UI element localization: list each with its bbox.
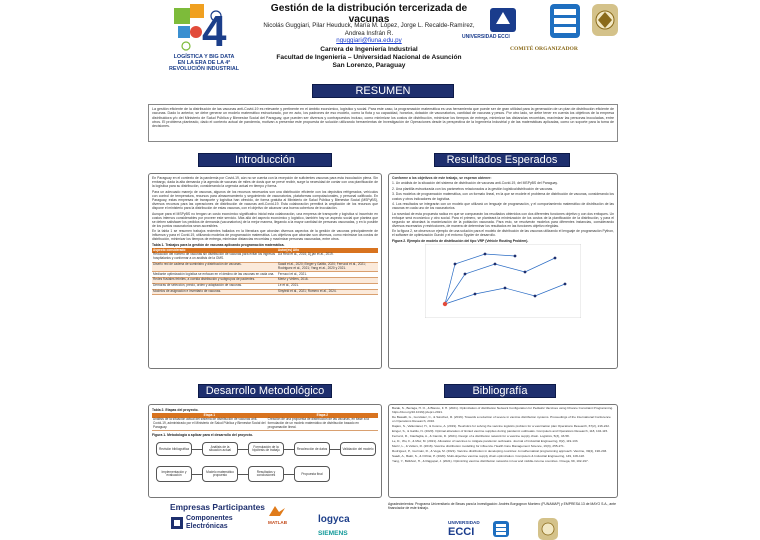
resultados-item: 4. Los resultados se integrarán con un modelo que utilizará un lenguaje de programación, y el comportamiento matemático de distribución de las vacunas en cada uno de los vacunatorios. xyxy=(392,202,614,211)
flow-arrow xyxy=(284,474,294,475)
header xyxy=(144,0,622,74)
reference-item: Dajaro, S., Vallentanel, H., & Cosme, A. (2019). Heuristics for solving the vaccine logistics problem for a vaccination plan Operations Research, 67(2), 216-222. xyxy=(392,423,610,428)
introduccion-panel xyxy=(148,173,382,369)
flow-arrow xyxy=(192,474,202,475)
bibliografia-panel xyxy=(388,404,618,498)
author-email-link[interactable]: nguggiari@fiuna.edu.py xyxy=(336,37,402,45)
table-2-header-stage-2: Etapa 2 xyxy=(267,413,378,418)
flow-step: Implementación y evaluación xyxy=(156,466,192,482)
table-2-caption: Tabla 2. Etapas del proyecto. xyxy=(152,408,199,412)
depot-node xyxy=(443,302,447,306)
table-1-header-authors: Autor(es) Año xyxy=(277,248,378,253)
flow-arrow xyxy=(284,449,294,450)
authors-line-2: Andrea Insfrán R. xyxy=(344,29,394,37)
table-cell: Modelos de asignación e inventario de vacunas. xyxy=(152,289,277,295)
table-1-caption: Tabla 1. Trabajos para la gestión de vacunas aplicando programación matemática. xyxy=(152,242,285,247)
matlab-logo-icon xyxy=(268,504,286,518)
reference-item: Einger, S., & Galtilo, N. (2020). Optimal allocation of limited vaccine supplies during pandemic outbreaks. Computers and Operations Research, 118, 104-115. xyxy=(392,428,609,433)
congress-4-logo-icon xyxy=(168,2,240,54)
flow-step: Formulación de la hipótesis de trabajo xyxy=(248,442,284,456)
poster xyxy=(144,0,622,540)
flow-step: Validación del modelo xyxy=(340,442,376,456)
reference-item: Le, D., Wu, F., & Miur, M. (2021). Allocation of vaccines to mitigate pandemic outbreaks. Journal of Industrial Engineering, 8(2), 119-133. xyxy=(392,438,579,443)
flow-step: Resultados y conclusiones xyxy=(248,466,284,482)
intro-paragraph-3: Aunque para el MSPyBS no tengan un costo económico significativo inicial esta colaboración, una empresa de transporte y logística si incurrirán en costos internos considerables por proveer este servicio. Más allá del aspecto económico y logístico, también hay un aspecto social que plantea que se deben satisfacer los pedidos de demanda (vacunatorios) de la mejor manera, llegando a la mayor cantidad de personas vacunadas, y en lo posible de los puntos vacunatorios sean accesibles. xyxy=(152,211,378,228)
vrp-route-figure xyxy=(425,244,581,318)
methodology-flowchart xyxy=(152,438,378,486)
table-cell: Ferrucci et al., 2021. xyxy=(277,272,378,278)
metodologia-title: Desarrollo Metodológico xyxy=(198,384,332,398)
intro-paragraph-2: Para un adecuado manejo de vacunas, algunos de los recursos necesarios son una distribución eficiente con los depósitos refrigerados, vehículos con control de temperatura, recursos para almacenamiento y seguimiento de vacunatorios, plataformas computacionales, y personal calificado. En Paraguay, estas empresas de transporte y logística han ofrecido, de forma gratuita al Ministerio de Salud Pública y Bienestar Social (MSPyBS), diversos recursos para las operaciones de distribución de vacunas anti-Covid-19. Esta colaboración permitirá la ampliación de los recursos que dispone el ministerio para la distribución de estas vacunas, con el objetivo de alcanzar una buena cobertura de inoculación. xyxy=(152,189,378,211)
reference-item: Saadi, A., Bakir, S., & Ozfirat, P. (2020). Multi-objective vaccine supply chain optimization. Computers & Industrial Engineering, 149, 106-118. xyxy=(392,454,585,459)
introduccion-text xyxy=(152,176,378,242)
reference-item: Rodríguez, P., Guzmán, R., & Vega, M. (2021). Vaccine distribution in developing countries: A mathematical programming approach. Vaccine, 39(2), 190-203. xyxy=(392,449,608,454)
reference-item: Yang, Y., Bidkhori, H., & Rajgopal, J. (2021). Optimizing vaccine distribution networks in low and middle-income countries. Omega, 99, 102-197. xyxy=(392,459,589,464)
bottom-ecci-emblem-icon xyxy=(492,520,510,538)
institution xyxy=(256,46,482,69)
table-cell: Reducción del número de vacunas sin distribución de vacunas para evitar los ingresos hospitalarios y conformar a un análisis de la OMS. xyxy=(153,252,276,261)
logo-caption-line-1: LOGÍSTICA Y BIG DATA xyxy=(173,54,235,60)
componentes-chip-icon xyxy=(170,516,184,530)
sponsor-siemens: SIEMENS xyxy=(318,530,348,537)
bottom-ecci-label: ECCI xyxy=(448,526,475,538)
table-cell: Análisis de la situación actual del sistema de distribución de vacunas anti-Covid-19, administrado por el Ministerio de Salud Pública y Bienestar Social del Paraguay. xyxy=(153,417,266,430)
reference-item: De Basaldi, G., González, C., & Sánchez, R. (2016). Towards a reduction of severe in vaccine distribution systems. Proceedings of the International Conference on Operations Research, 2016. xyxy=(392,414,611,423)
svg-text:4: 4 xyxy=(202,7,227,54)
institution-line-2: Facultad de Ingeniería – Universidad Nacional de Asunción xyxy=(276,53,462,61)
resultados-paragraph-2: En la figura 2, se observa un ejemplo de una solución para el modelo de distribución de las vacunas utilizando el lenguaje de programación Python, el software de optimización Gurobi y el entorno Spyder de desarrollo. xyxy=(392,229,614,238)
flow-arrow xyxy=(238,449,248,450)
congress-logo-caption xyxy=(148,54,260,72)
institution-line-3: San Lorenzo, Paraguay xyxy=(332,61,406,69)
logo-caption-line-2: EN LA ERA DE LA 4ª xyxy=(177,60,231,66)
sponsor-name-electronicas: Electrónicas xyxy=(186,523,228,530)
table-cell: Mertz y Vellers, 2016. xyxy=(277,277,378,283)
flow-step: Análisis de la situación actual xyxy=(202,442,238,456)
congress-logo xyxy=(148,2,260,74)
intro-paragraph-4: En la tabla 1 se resumen trabajos recientes hallados en la literatura que abordan diversos aspectos de la gestión de vacunas principalmente de influenza y para el Covid-19, utilizando modelos de programación matemática. Los objetivos que abordan son diversos, como minimizar los costos de distribución, minimizar los tiempos de entrega, minimizar distancias recorridas y maximizar personas vacunadas, entre otros. xyxy=(152,229,378,242)
authors xyxy=(256,22,482,45)
bottom-logos xyxy=(388,518,620,540)
resultados-text xyxy=(392,176,614,238)
flow-step: Modelo matemático propuesto xyxy=(202,466,238,482)
poster-title: Gestión de la distribución tercerizada de vacunas xyxy=(270,3,468,25)
sponsor-name-componentes: Componentes xyxy=(186,515,233,522)
table-1-header-aspect: Aspecto considerado xyxy=(152,248,277,253)
intro-paragraph-1: En Paraguay en el contexto de la pandemia por Covid-19, aún no se cuenta con la recepción de suficientes vacunas para esta inoculación plena. Sin embargo, dada la alta demanda y la agenda de vacunas de miles de dosis que se prevé recibir, surge la necesidad de contar con una planificación de la logística para su distribución, considerando la urgencia actual en tiempo y forma. xyxy=(152,176,378,189)
flow-step: Propuesta final xyxy=(294,466,330,482)
resultados-item: 3. Dos modelos de programación matemática, con un formato lineal, en la que se modele el problema de distribución de vacunas, considerando los costos y otros indicadores de logística. xyxy=(392,192,614,201)
resultados-paragraph-1: La novedad de esta propuesta radica en que se compararán los resultados obtenidos con dos diferentes funciones objetivo y con dos enfoques. Un enfoque será económico y otro social. Para el primero, se planteará la minimización de los costos de la planificación de la distribución, y para el segundo se abordará la maximización de la población vacunada. Para esto, se resolverán modelos para diferentes instancias, considerando diversos escenarios y restricciones, de manera de determinar los resultados en las funciones objetivo elegidas. xyxy=(392,211,614,228)
table-2-header-stage-1: Etapa 1 xyxy=(152,413,267,418)
table-row xyxy=(152,289,378,295)
resultados-intro: Conforme a los objetivos de este trabajo, se esperan obtener: xyxy=(392,176,492,180)
bottom-una-seal-icon xyxy=(528,518,568,540)
table-1 xyxy=(152,248,378,295)
table-cell: Redes fluviales febriles, a corrida distribución y subgrupos de pacientes. xyxy=(152,277,277,283)
sponsor-logyca: logyca xyxy=(318,514,350,525)
table-cell: Demoras de selección, precio, orden y adaptación de vacunas. xyxy=(152,283,277,289)
table-row xyxy=(152,262,378,272)
flow-arrow xyxy=(238,474,248,475)
resultados-item: 2. Una plantilla estructurada con los parámetros relacionados a la gestión logística/distribución de vacunas. xyxy=(392,186,554,191)
flow-arrow xyxy=(330,449,340,450)
reference-item: Barak, S., Bezaga, H. O., & Blanco, F. H. (2021). Optimization of distribution Network Configuration for Pediatric Vaccines using Chance Constraint Programming. https://doi.org/10.1016/j.jclepro.2021. xyxy=(392,406,614,414)
table-row xyxy=(152,253,378,262)
reference-item: Mertz, L., & Vellers, R. (2016). Vaccine distribution modelling for influenza. Health Care Management Science, 19(3), 255-271. xyxy=(392,443,565,448)
resultados-title: Resultados Esperados xyxy=(434,153,570,167)
table-cell: Sinyfeld et al., 2021; Romero et al., 2024. xyxy=(277,289,378,295)
institution-line-1: Carrera de Ingeniería Industrial xyxy=(320,46,418,53)
ecci-university-name: UNIVERSIDAD ECCI xyxy=(462,34,510,40)
resumen-text: La gestión eficiente de la distribución de las vacunas anti-Covid-19 es relevante y pertinente en el ámbito económico, logístico y social. Para este caso, la programación matemática es una herramienta que puede ser de gran utilidad para la generación de un plan de distribución eficiente de vacunas. Dado lo anterior, se debe generar un modelo matemático estructurado, por en acto, los padrones de eso modelo, como la flota y su capacidad, horarios, dotación de vacunatorios, cantidad de vacunas y pesos. Por otro lado, se debe tener en cuenta los objetivos de la empresa distribuidora y/o del Ministerio de Salud Pública y Bienestar Social del Paraguay, que pueden ser diversos y contrapuestos incluso, como minimizar los costos de distribución, minimizar los tiempos de entrega, minimizar las distancias recorridas, maximizar las personas inoculadas, entre otros. El problema planteado, dado el contexto actual de pandemia, motivan a presentar este propuesta de solución utilizando herramientas de Investigación de Operaciones desde la perspectiva de la Ingeniería Industrial y de las matemáticas aplicadas, como un soporte para la toma de decisiones. xyxy=(148,104,618,142)
flow-step: Revisión bibliográfica xyxy=(156,442,192,456)
acknowledgments: Agradecimientos: Programa Universitario de Becas para la Investigación: Andrés Borgognon Montero (FUNAMAP) y EMPRESA 13 de MAYO S.A., ante financiador de este trabajo. xyxy=(388,502,616,510)
table-cell: Mediante optimización logística se enfocan en el destino de las vacunas en cada una. xyxy=(152,272,277,278)
flow-arrow xyxy=(192,449,202,450)
table-cell: Creación de una propuesta de distribución de las vacunas, en base a la formulación de un modelo matemático de distribución basado en programación lineal. xyxy=(267,418,378,431)
figure-1-caption: Figura 1. Metodología a aplicar para el desarrollo del proyecto. xyxy=(152,433,253,438)
bottom-university-label: UNIVERSIDAD xyxy=(448,520,480,525)
flow-step: Recolección de datos xyxy=(294,442,330,456)
sponsors-title: Empresas Participantes xyxy=(170,502,265,512)
introduccion-title: Introducción xyxy=(198,153,332,167)
university-logos xyxy=(488,2,622,62)
authors-line-1: Nicolás Guggiari, Pilar Heuduck, María M. López, Jorge L. Recalde-Ramírez, xyxy=(263,22,475,29)
resumen-title: RESUMEN xyxy=(312,84,454,98)
bibliografia-title: Bibliografía xyxy=(444,384,556,398)
table-cell: Diseño red de cadena de suministro y distribución de vacunas. xyxy=(152,262,277,272)
resultados-item: 1. Un análisis de la situación del sistema de distribución de vacunas anti-Covid-19, del MSPyBS del Paraguay. xyxy=(392,181,558,186)
table-cell: Saadi et al., 2020; Einger y Galtilo, 2020; Ferrucci et al., 2021; Rodriguez et al., 2021; Yang et al., 2020 y 2021. xyxy=(277,262,378,272)
organizer-label: COMITÉ ORGANIZADOR xyxy=(510,46,578,52)
table-row xyxy=(152,418,378,431)
table-2 xyxy=(152,413,378,431)
logo-caption-line-3: REVOLUCIÓN INDUSTRIAL xyxy=(168,66,240,72)
metodologia-panel xyxy=(148,404,382,498)
reference-item: Ferrucci, R., Cianfaglia, A., & Camilo, D. (2021). Design of a distribution network for a vaccine supply chain. Logistics, 5(3), 43-58. xyxy=(392,433,570,438)
sponsor-matlab: MATLAB xyxy=(268,520,288,525)
table-cell: Da Real et al., 2016; Dj jan et al., 2019. xyxy=(277,253,378,262)
table-cell: Le et al., 2021. xyxy=(277,283,378,289)
figure-2-caption: Figura 2. Ejemplo de modelo de distribución del tipo VRP (Vehicle Routing Problem). xyxy=(392,238,529,243)
bibliografia-list xyxy=(392,407,614,464)
resultados-panel xyxy=(388,173,618,369)
